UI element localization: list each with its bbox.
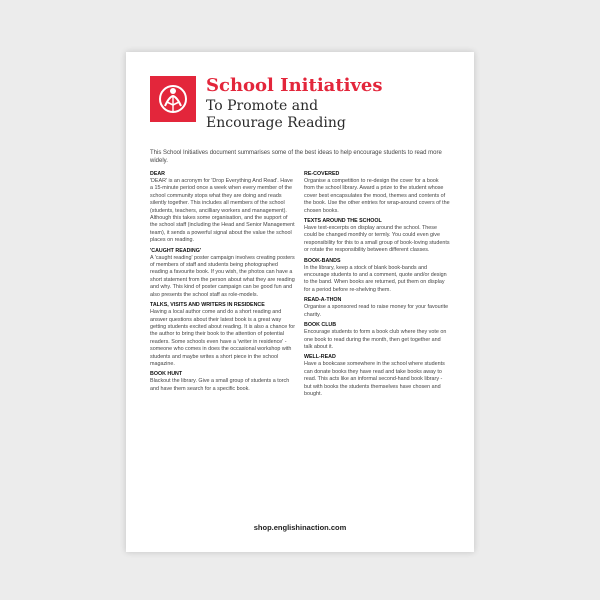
section-read-a-thon xyxy=(304,297,450,319)
section-body: In the library, keep a stock of blank book-bands and encourage students to and a comment, quote and/or design to the band. When books are returned, put them on display for a period before re-shelving them. xyxy=(304,264,447,293)
section-title: BOOK CLUB xyxy=(304,322,337,329)
subtitle-line-2: Encourage Reading xyxy=(206,115,346,131)
section-body: Have a bookcase somewhere in the school where students can donate books they have read and take books away to read. This acts like an informal second-hand book library - but with books the students themselves have chosen and bought. xyxy=(304,361,445,397)
section-body: Organise a competition to re-design the cover for a book from the school library. Award a prize to the student whose cover best encapsulates the mood, themes and contents of the book. Use the other entries for wrap-around covers of the chosen books. xyxy=(304,178,450,214)
section-title: RE-COVERED xyxy=(304,171,340,177)
section-body: 'DEAR' is an acronym for 'Drop Everything And Read'. Have a 15-minute period once a week when every member of the school community stops what they are doing and reads silently together. This includes all members of the school (students, teachers, ancilliary workers and management). Although this takes some organisation, and the support of the school staff (including the Head and Senior Management team), it sends a powerful signal about the value the school places on reading. xyxy=(150,178,295,244)
reading-figure-icon xyxy=(156,82,190,116)
right-column xyxy=(304,171,450,401)
logo-icon xyxy=(150,76,196,122)
section-title: DEAR xyxy=(150,171,166,177)
section-body: A 'caught reading' poster campaign involves creating posters of members of staff and students being photographed reading a favourite book. If you wish, the photos can have a short statement from the person about what they are reading and why. This kind of poster campaign can be good fun and also presents the school staff as role-models. xyxy=(150,254,295,298)
section-title: WELL-READ xyxy=(304,354,336,361)
section-book-hunt xyxy=(150,371,296,393)
document-subtitle xyxy=(206,98,346,132)
section-book-bands xyxy=(304,258,450,295)
section-dear xyxy=(150,171,296,245)
section-re-covered xyxy=(304,171,450,215)
section-body: Having a local author come and do a short reading and answer questions about their latest book is a great way getting students excited about reading. It is also a chance for the author to bring their book to the attention of potential readers. Some schools even have a 'writer in residence' - someone who comes in does the occasional workshop with students and maybe writes a short piece in the school magazine. xyxy=(150,309,296,367)
section-well-read xyxy=(304,354,450,398)
footer-url: shop.englishinaction.com xyxy=(253,523,347,532)
document-page xyxy=(126,52,474,552)
section-title: TEXTS AROUND THE SCHOOL xyxy=(304,218,382,225)
section-body: Organise a sponsored read to raise money for your favourite charity. xyxy=(304,304,449,318)
section-caught-reading xyxy=(150,248,296,299)
subtitle-line-1: To Promote and xyxy=(206,98,319,114)
section-title: 'CAUGHT READING' xyxy=(150,247,202,254)
section-body: Have text-excerpts on display around the school. These could be changed monthly or termly. You could even give responsibility for this to a small group of book-loving students or rotate the responsibility between different classes. xyxy=(304,225,450,254)
section-texts-around xyxy=(304,218,450,255)
section-title: READ-A-THON xyxy=(304,297,342,304)
section-title: BOOK-BANDS xyxy=(304,257,341,264)
section-title: BOOK HUNT xyxy=(150,371,183,378)
left-column xyxy=(150,171,296,396)
intro-paragraph: This School Initiatives document summarises some of the best ideas to help encourage students to read more widely. xyxy=(150,150,442,164)
section-body: Encourage students to form a book club where they vote on one book to read during the month, then get together and talk about it. xyxy=(304,329,447,350)
section-body: Blackout the library. Give a small group of students a torch and have them search for a specific book. xyxy=(150,378,290,392)
section-title: TALKS, VISITS AND WRITERS IN RESIDENCE xyxy=(150,302,265,309)
section-book-club xyxy=(304,322,450,351)
document-title: School Initiatives xyxy=(206,75,383,96)
section-talks-visits xyxy=(150,302,296,368)
